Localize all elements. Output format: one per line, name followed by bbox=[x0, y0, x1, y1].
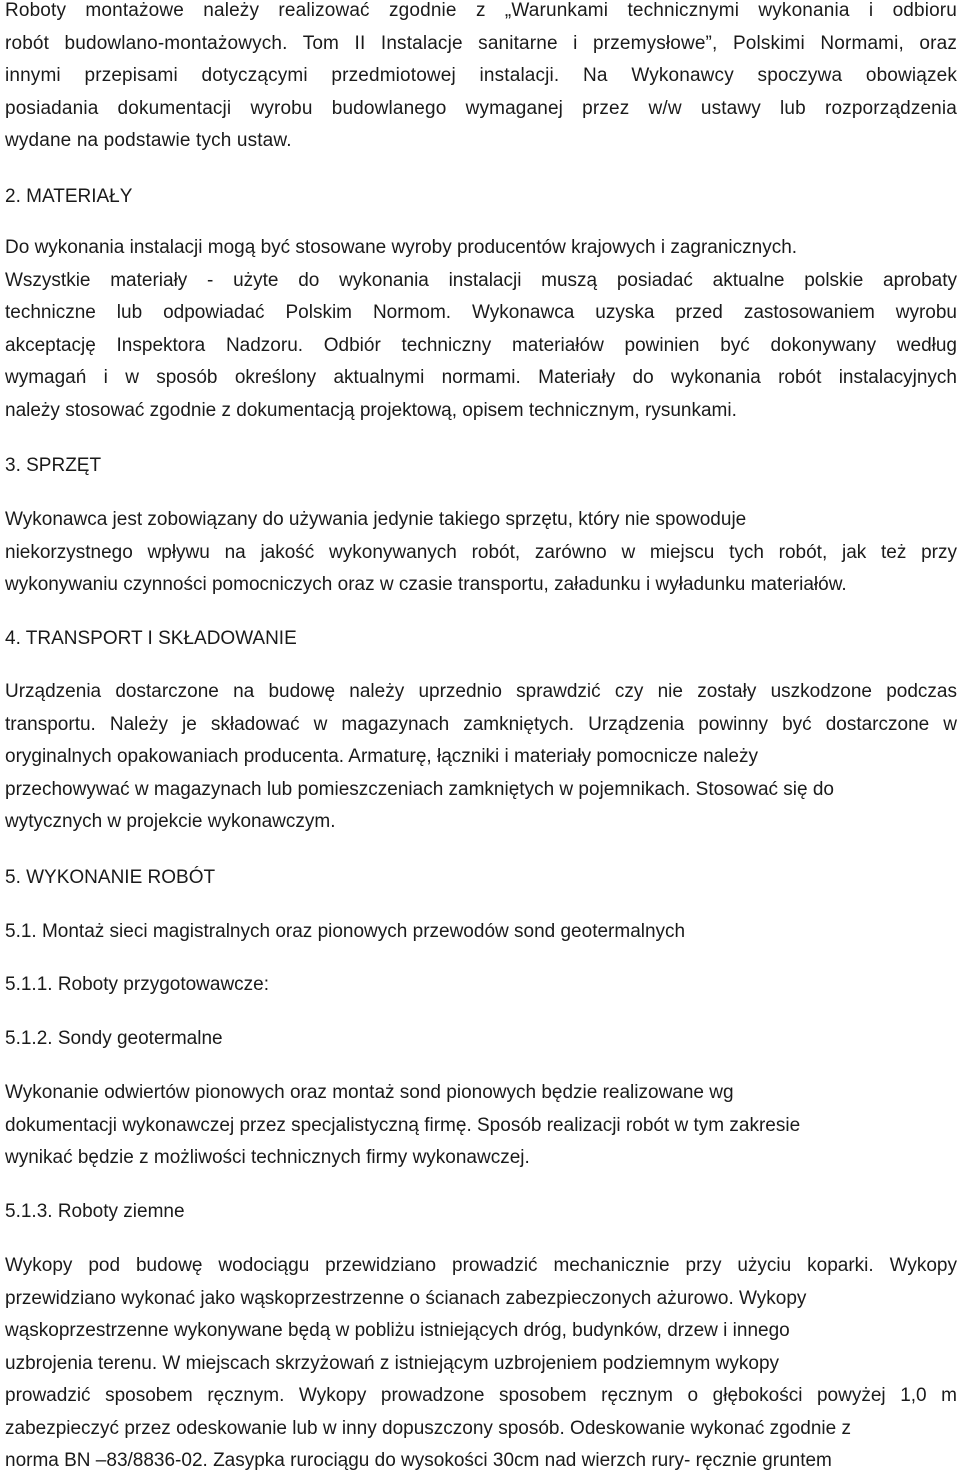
text-line: Wykonanie odwiertów pionowych oraz montaż sond pionowych będzie realizowane wg bbox=[5, 1082, 734, 1103]
text-line: Wykonawca jest zobowiązany do używania jedynie takiego sprzętu, który nie spowoduje bbox=[5, 509, 747, 530]
intro-paragraph bbox=[5, 0, 957, 158]
section-heading-works: 5. WYKONANIE ROBÓT bbox=[5, 867, 216, 888]
text-line: wąskoprzestrzenne wykonywane będą w pobliżu istniejących dróg, budynków, drzew i innego bbox=[5, 1320, 790, 1341]
text-line: oryginalnych opakowaniach producenta. Armaturę, łączniki i materiały pomocnicze należy bbox=[5, 746, 758, 767]
text-line: Roboty montażowe należy realizować zgodnie z „Warunkami technicznymi wykonania i odbioru bbox=[5, 0, 957, 21]
text-line: wykonywaniu czynności pomocniczych oraz w czasie transportu, załadunku i wyładunku materiałów. bbox=[5, 574, 847, 595]
text-line: Wykopy pod budowę wodociągu przewidziano prowadzić mechanicznie przy użyciu koparki. Wykopy bbox=[5, 1255, 957, 1276]
text-line: wytycznych w projekcie wykonawczym. bbox=[5, 811, 336, 832]
text-line: robót budowlano-montażowych. Tom II Instalacje sanitarne i przemysłowe”, Polskimi Normami, oraz bbox=[5, 32, 957, 54]
text-line: Do wykonania instalacji mogą być stosowane wyroby producentów krajowych i zagranicznych. bbox=[5, 237, 798, 258]
text-line: wydane na podstawie tych ustaw. bbox=[5, 130, 292, 151]
text-line: niekorzystnego wpływu na jakość wykonywanych robót, zarówno w miejscu tych robót, jak też przy bbox=[5, 541, 957, 563]
section-heading-transport: 4. TRANSPORT I SKŁADOWANIE bbox=[5, 628, 297, 649]
text-line: wynikać będzie z możliwości technicznych firmy wykonawczej. bbox=[5, 1147, 530, 1168]
section-heading-equipment: 3. SPRZĘT bbox=[5, 455, 102, 476]
section-heading-materials: 2. MATERIAŁY bbox=[5, 186, 133, 207]
equipment-paragraph bbox=[5, 504, 957, 602]
text-line: posiadania dokumentacji wyrobu budowlanego wymaganej przez w/w ustawy lub rozporządzenia bbox=[5, 97, 957, 119]
subsection-heading-5-1-2: 5.1.2. Sondy geotermalne bbox=[5, 1028, 223, 1049]
earthworks-paragraph bbox=[5, 1250, 957, 1478]
text-line: innymi przepisami dotyczącymi przedmiotowej instalacji. Na Wykonawcy spoczywa obowiązek bbox=[5, 65, 957, 86]
text-line: należy stosować zgodnie z dokumentacją projektową, opisem technicznym, rysunkami. bbox=[5, 399, 737, 421]
subsection-heading-5-1-1: 5.1.1. Roboty przygotowawcze: bbox=[5, 974, 270, 995]
text-line: prowadzić sposobem ręcznym. Wykopy prowadzone sposobem ręcznym o głębokości powyżej 1,0 m bbox=[5, 1385, 957, 1406]
text-line: wymagań i w sposób określony aktualnymi normami. Materiały do wykonania robót instalacyjnych bbox=[5, 367, 957, 388]
text-line: przechowywać w magazynach lub pomieszczeniach zamkniętych w pojemnikach. Stosować się do bbox=[5, 778, 834, 800]
probes-paragraph bbox=[5, 1077, 957, 1175]
text-line: Urządzenia dostarczone na budowę należy uprzednio sprawdzić czy nie zostały uszkodzone podczas bbox=[5, 681, 957, 702]
text-line: uzbrojenia terenu. W miejscach skrzyżowań z istniejącym uzbrojeniem podziemnym wykopy bbox=[5, 1352, 780, 1374]
text-line: norma BN –83/8836-02. Zasypka rurociągu do wysokości 30cm nad wierzch rury- ręcznie gruntem bbox=[5, 1450, 832, 1471]
transport-paragraph bbox=[5, 676, 957, 839]
text-line: zabezpieczyć przez odeskowanie lub w inny dopuszczony sposób. Odeskowanie wykonać zgodnie z bbox=[5, 1417, 851, 1439]
text-line: transportu. Należy je składować w magazynach zamkniętych. Urządzenia powinny być dostarczone w bbox=[5, 713, 957, 735]
text-line: akceptację Inspektora Nadzoru. Odbiór techniczny materiałów powinien być dokonywany według bbox=[5, 334, 957, 356]
text-line: dokumentacji wykonawczej przez specjalistyczną firmę. Sposób realizacji robót w tym zakresie bbox=[5, 1114, 801, 1136]
text-line: techniczne lub odpowiadać Polskim Normom. Wykonawca uzyska przed zastosowaniem wyrobu bbox=[5, 302, 957, 323]
materials-paragraph bbox=[5, 232, 957, 427]
text-line: Wszystkie materiały - użyte do wykonania instalacji muszą posiadać aktualne polskie aprobaty bbox=[5, 269, 957, 291]
text-line: przewidziano wykonać jako wąskoprzestrzenne o ścianach zabezpieczonych ażurowo. Wykopy bbox=[5, 1287, 807, 1309]
subsection-heading-5-1-3: 5.1.3. Roboty ziemne bbox=[5, 1201, 185, 1222]
subsection-heading-5-1: 5.1. Montaż sieci magistralnych oraz pionowych przewodów sond geotermalnych bbox=[5, 921, 686, 942]
